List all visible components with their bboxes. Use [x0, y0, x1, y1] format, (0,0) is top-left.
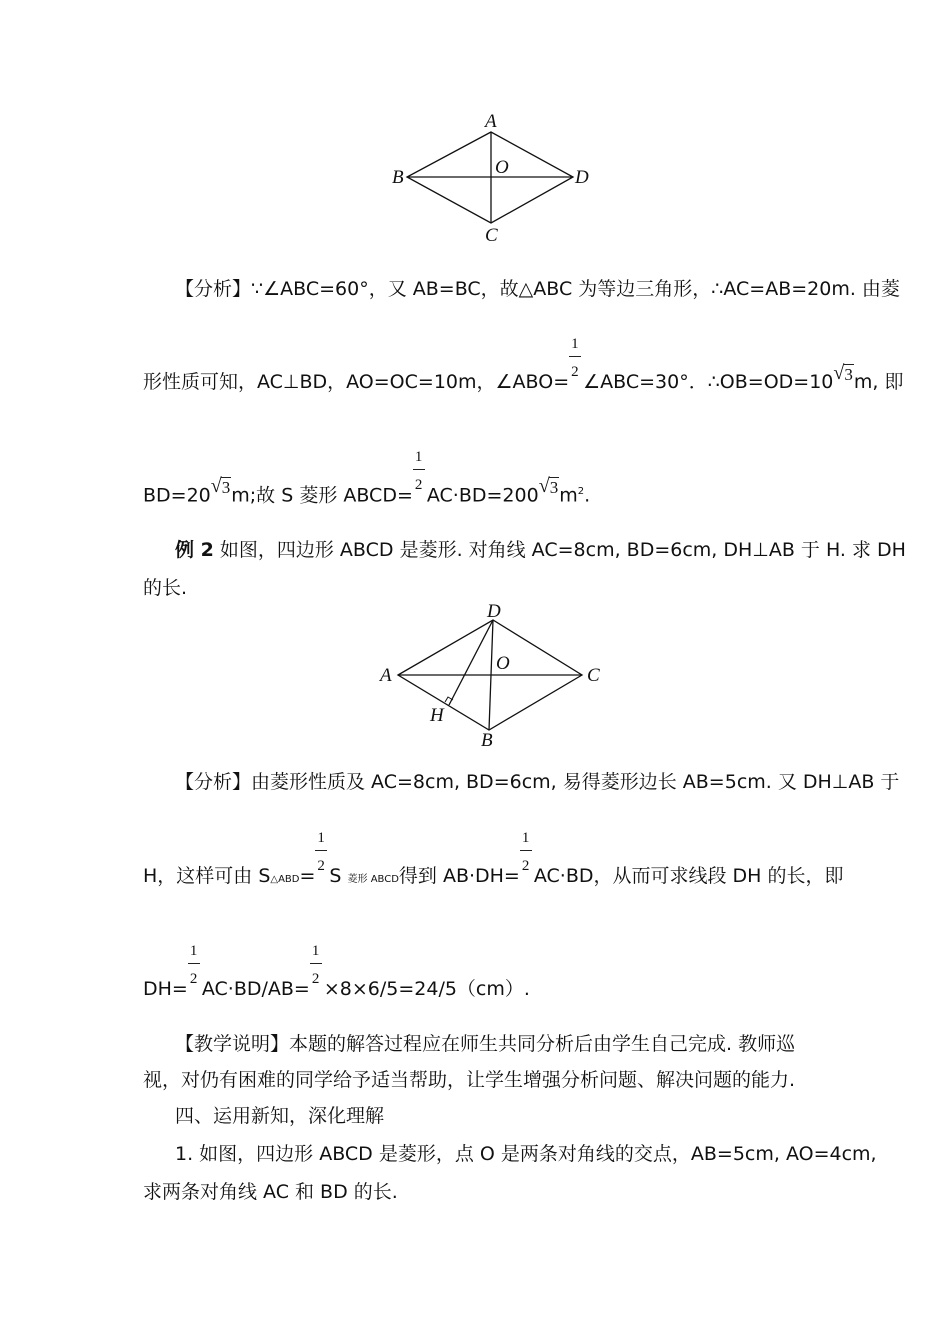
right-angle-mark	[445, 697, 453, 702]
analysis1-line3: BD=20 √ 3m;故 S 菱形 ABCD= $\frac{1}{2}$ AC·BD=200 √ $3m^2$.	[143, 449, 591, 507]
fraction-one-half: $\frac{1}{2}$	[569, 368, 583, 388]
vertex-label-c: C	[587, 665, 600, 686]
example-label: 例 2	[175, 539, 214, 561]
analysis-tag: 【分析】	[175, 771, 252, 793]
analysis1-line2: 形性质可知，AC⊥BD，AO=OC=10m，∠ABO= $\frac{1}{2}$ ∠ABC=30°．∴OB=OD=10 √ 3m, 即	[143, 336, 904, 393]
vertex-label-b: B	[481, 730, 493, 751]
vertex-label-a: A	[485, 111, 497, 132]
center-label-o: O	[496, 653, 510, 674]
example2-line1: 例 2 如图，四边形 ABCD 是菱形. 对角线 AC=8cm, BD=6cm, DH⊥AB 于 H. 求 DH	[175, 539, 906, 561]
vertex-label-a: A	[380, 665, 392, 686]
analysis2-line2: H，这样可由 S△ABD= $\frac{1}{2}$ S 菱形 ABCD得到 AB·DH= $\frac{1}{2}$ AC·BD，从而可求线段 DH 的长，即	[143, 830, 844, 887]
foot-label-h: H	[430, 705, 444, 726]
sqrt-three: √ 3	[210, 475, 231, 498]
question1-line1: 1. 如图，四边形 ABCD 是菱形，点 O 是两条对角线的交点，AB=5cm, AO=4cm,	[175, 1143, 877, 1165]
rhombus-figure-2	[375, 603, 615, 751]
analysis2-line1: 【分析】由菱形性质及 AC=8cm, BD=6cm, 易得菱形边长 AB=5cm. 又 DH⊥AB 于	[175, 771, 900, 793]
fraction-one-half: $\frac{1}{2}$	[188, 975, 202, 995]
fraction-one-half: $\frac{1}{2}$	[310, 975, 324, 995]
analysis1-line1: 【分析】∵∠ABC=60°，又 AB=BC，故△ABC 为等边三角形，∴AC=AB=20m. 由菱	[175, 278, 900, 300]
sqrt-three: √ 3	[833, 362, 853, 384]
teaching-note-line1: 【教学说明】本题的解答过程应在师生共同分析后由学生自己完成. 教师巡	[175, 1033, 796, 1055]
vertex-label-d: D	[487, 603, 501, 622]
fraction-one-half: $\frac{1}{2}$	[413, 481, 427, 501]
analysis2-line3: DH= $\frac{1}{2}$ AC·BD/AB= $\frac{1}{2}$ ×8×6/5=24/5（cm）.	[143, 943, 530, 1000]
teaching-note-line2: 视，对仍有困难的同学给予适当帮助，让学生增强分析问题、解决问题的能力.	[143, 1069, 796, 1091]
vertex-label-c: C	[485, 225, 498, 246]
example2-line2: 的长.	[143, 577, 188, 599]
analysis-tag: 【分析】	[175, 278, 252, 300]
fraction-one-half: $\frac{1}{2}$	[315, 862, 329, 882]
vertex-label-b: B	[392, 167, 404, 188]
sqrt-three: √ 3	[538, 475, 559, 498]
fraction-one-half: $\frac{1}{2}$	[520, 862, 534, 882]
vertex-label-d: D	[575, 167, 589, 188]
section-heading: 四、运用新知，深化理解	[175, 1105, 385, 1127]
center-label-o: O	[495, 157, 509, 178]
question1-line2: 求两条对角线 AC 和 BD 的长.	[143, 1181, 398, 1203]
rhombus-figure-1	[380, 105, 600, 250]
